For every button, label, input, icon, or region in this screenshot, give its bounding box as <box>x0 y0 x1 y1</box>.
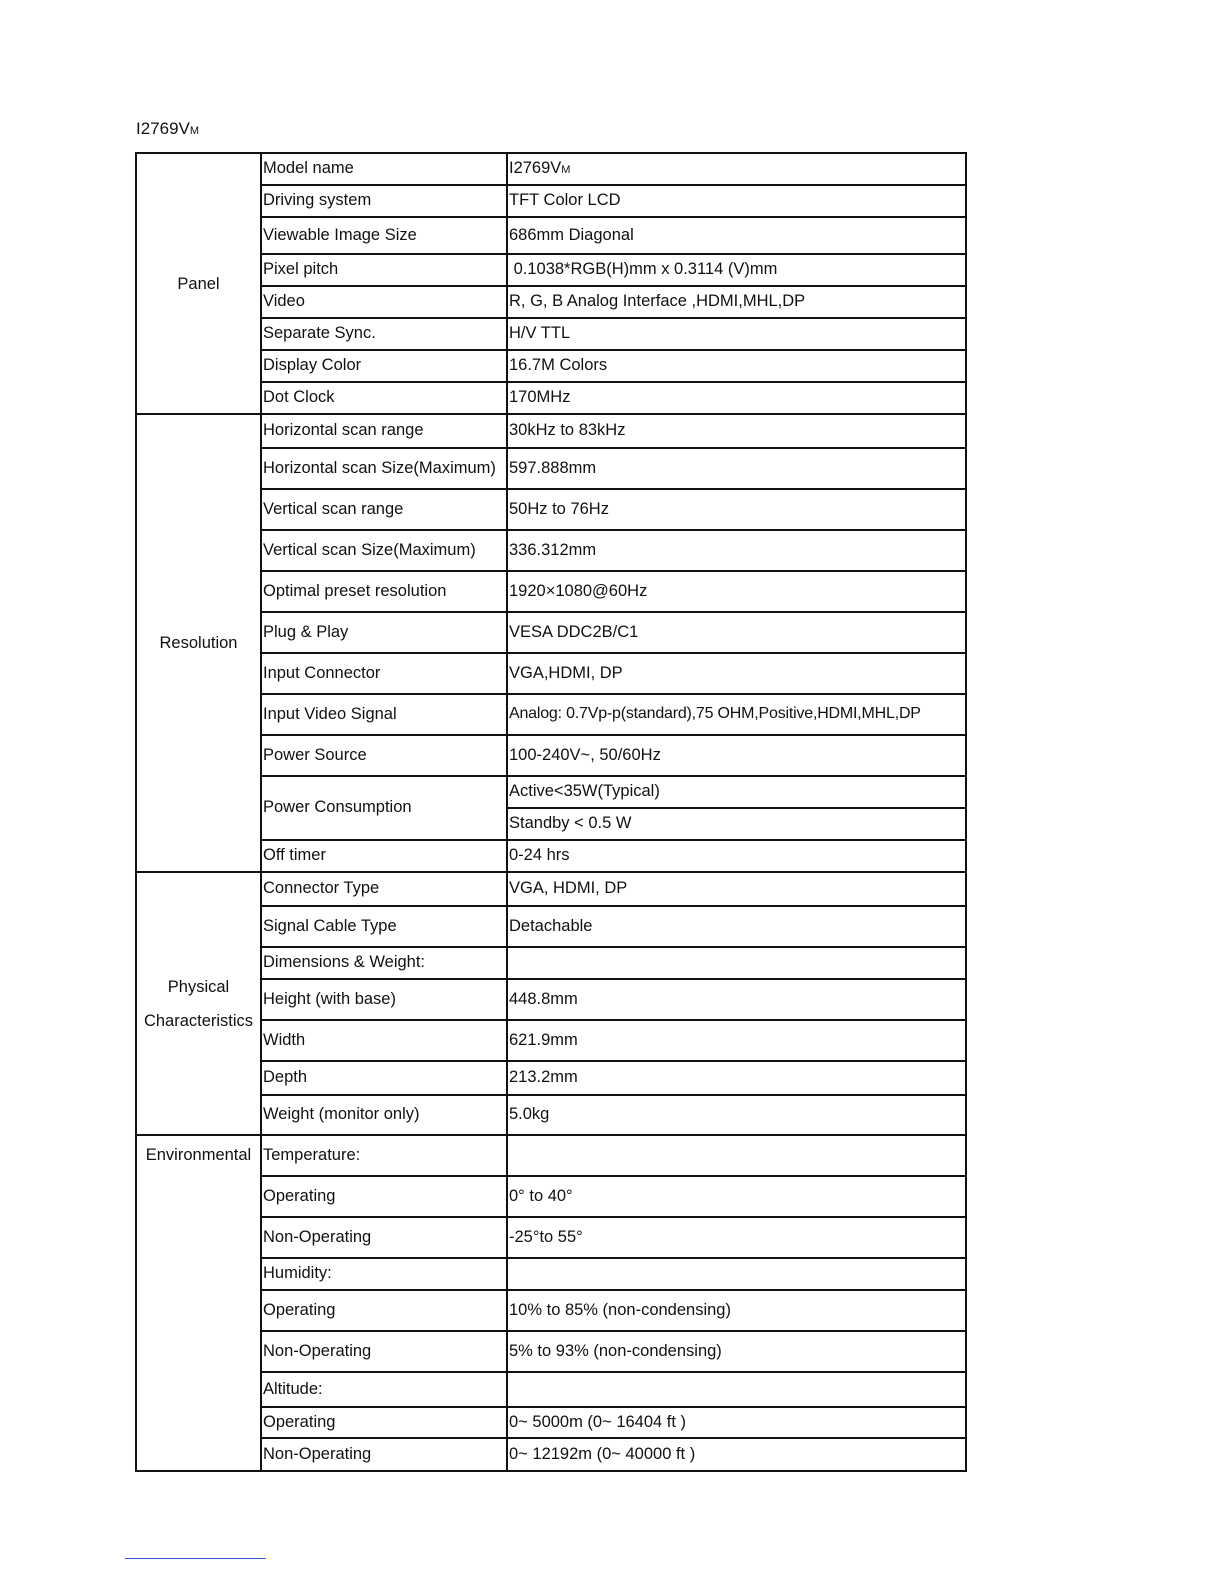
row-value: Standby < 0.5 W <box>507 808 966 840</box>
row-label: Dot Clock <box>261 382 507 414</box>
row-value: 30kHz to 83kHz <box>507 414 966 448</box>
table-row <box>136 153 966 185</box>
row-label: Model name <box>261 153 507 185</box>
model-name-suffix: M <box>189 125 200 137</box>
row-label: Signal Cable Type <box>261 906 507 947</box>
row-value: 170MHz <box>507 382 966 414</box>
row-label: Humidity: <box>261 1258 507 1290</box>
table-row <box>136 1331 966 1372</box>
row-label: Separate Sync. <box>261 318 507 350</box>
row-value: R, G, B Analog Interface ,HDMI,MHL,DP <box>507 286 966 318</box>
table-row <box>136 318 966 350</box>
row-label: Non-Operating <box>261 1217 507 1258</box>
section-panel: Panel <box>136 153 261 414</box>
table-row <box>136 1061 966 1095</box>
row-value: 0.1038*RGB(H)mm x 0.3114 (V)mm <box>507 254 966 286</box>
table-row <box>136 448 966 489</box>
row-value: 0~ 12192m (0~ 40000 ft ) <box>507 1438 966 1471</box>
row-label: Viewable Image Size <box>261 217 507 254</box>
table-row <box>136 571 966 612</box>
model-value-suffix: M <box>561 164 571 177</box>
row-value <box>507 153 966 185</box>
row-value: 16.7M Colors <box>507 350 966 382</box>
row-value: 621.9mm <box>507 1020 966 1061</box>
table-row <box>136 1020 966 1061</box>
row-label: Horizontal scan Size(Maximum) <box>261 448 507 489</box>
row-label: Operating <box>261 1176 507 1217</box>
row-value: 10% to 85% (non-condensing) <box>507 1290 966 1331</box>
row-label: Video <box>261 286 507 318</box>
section-resolution: Resolution <box>136 414 261 872</box>
row-label: Pixel pitch <box>261 254 507 286</box>
row-label: Power Source <box>261 735 507 776</box>
row-value: 336.312mm <box>507 530 966 571</box>
section-physical: Physical Characteristics <box>136 872 261 1135</box>
row-value: 0° to 40° <box>507 1176 966 1217</box>
table-row <box>136 414 966 448</box>
spec-table <box>135 152 967 1472</box>
table-row <box>136 1438 966 1471</box>
row-label: Input Video Signal <box>261 694 507 735</box>
row-label: Weight (monitor only) <box>261 1095 507 1135</box>
table-row <box>136 1095 966 1135</box>
table-row <box>136 530 966 571</box>
row-value <box>507 1372 966 1407</box>
row-label: Horizontal scan range <box>261 414 507 448</box>
row-value: Active<35W(Typical) <box>507 776 966 808</box>
row-label: Power Consumption <box>261 776 507 840</box>
section-environmental: Environmental <box>136 1135 261 1471</box>
row-label: Temperature: <box>261 1135 507 1176</box>
row-value: 100-240V~, 50/60Hz <box>507 735 966 776</box>
row-label: Input Connector <box>261 653 507 694</box>
row-value: 0-24 hrs <box>507 840 966 872</box>
row-label: Vertical scan range <box>261 489 507 530</box>
table-row <box>136 217 966 254</box>
row-value <box>507 1135 966 1176</box>
table-row <box>136 254 966 286</box>
row-value: 5.0kg <box>507 1095 966 1135</box>
row-value <box>507 947 966 979</box>
row-label: Non-Operating <box>261 1438 507 1471</box>
row-value: 1920×1080@60Hz <box>507 571 966 612</box>
table-row <box>136 840 966 872</box>
row-value: 597.888mm <box>507 448 966 489</box>
row-value: 5% to 93% (non-condensing) <box>507 1331 966 1372</box>
model-value-main: I2769V <box>509 159 562 178</box>
footnote-separator <box>125 1558 266 1559</box>
table-row <box>136 1258 966 1290</box>
table-row <box>136 947 966 979</box>
row-label: Dimensions & Weight: <box>261 947 507 979</box>
row-value: Detachable <box>507 906 966 947</box>
row-label: Plug & Play <box>261 612 507 653</box>
row-label: Display Color <box>261 350 507 382</box>
row-value: 50Hz to 76Hz <box>507 489 966 530</box>
row-label: Optimal preset resolution <box>261 571 507 612</box>
row-value: 0~ 5000m (0~ 16404 ft ) <box>507 1407 966 1438</box>
row-label: Width <box>261 1020 507 1061</box>
row-label: Vertical scan Size(Maximum) <box>261 530 507 571</box>
table-row <box>136 350 966 382</box>
table-row <box>136 1217 966 1258</box>
row-value: VESA DDC2B/C1 <box>507 612 966 653</box>
page-title <box>136 119 199 139</box>
row-value: TFT Color LCD <box>507 185 966 217</box>
row-label: Driving system <box>261 185 507 217</box>
table-row <box>136 653 966 694</box>
model-name-main: I2769V <box>136 119 190 138</box>
row-label: Operating <box>261 1407 507 1438</box>
row-value: 448.8mm <box>507 979 966 1020</box>
row-label: Height (with base) <box>261 979 507 1020</box>
row-value: H/V TTL <box>507 318 966 350</box>
table-row <box>136 1407 966 1438</box>
row-value: 213.2mm <box>507 1061 966 1095</box>
table-row <box>136 1372 966 1407</box>
table-row <box>136 185 966 217</box>
row-value: VGA, HDMI, DP <box>507 872 966 906</box>
table-row <box>136 979 966 1020</box>
row-label: Off timer <box>261 840 507 872</box>
table-row <box>136 694 966 735</box>
table-row <box>136 735 966 776</box>
table-row <box>136 1176 966 1217</box>
table-row <box>136 1135 966 1176</box>
table-row <box>136 612 966 653</box>
table-row <box>136 382 966 414</box>
table-row <box>136 1290 966 1331</box>
table-row <box>136 906 966 947</box>
table-row <box>136 286 966 318</box>
row-value: VGA,HDMI, DP <box>507 653 966 694</box>
table-row <box>136 776 966 808</box>
row-value: Analog: 0.7Vp-p(standard),75 OHM,Positive,HDMI,MHL,DP <box>507 694 966 735</box>
row-label: Operating <box>261 1290 507 1331</box>
table-row <box>136 872 966 906</box>
row-label: Altitude: <box>261 1372 507 1407</box>
table-row <box>136 489 966 530</box>
row-label: Non-Operating <box>261 1331 507 1372</box>
row-label: Depth <box>261 1061 507 1095</box>
row-value <box>507 1258 966 1290</box>
row-value: -25°to 55° <box>507 1217 966 1258</box>
row-value: 686mm Diagonal <box>507 217 966 254</box>
row-label: Connector Type <box>261 872 507 906</box>
